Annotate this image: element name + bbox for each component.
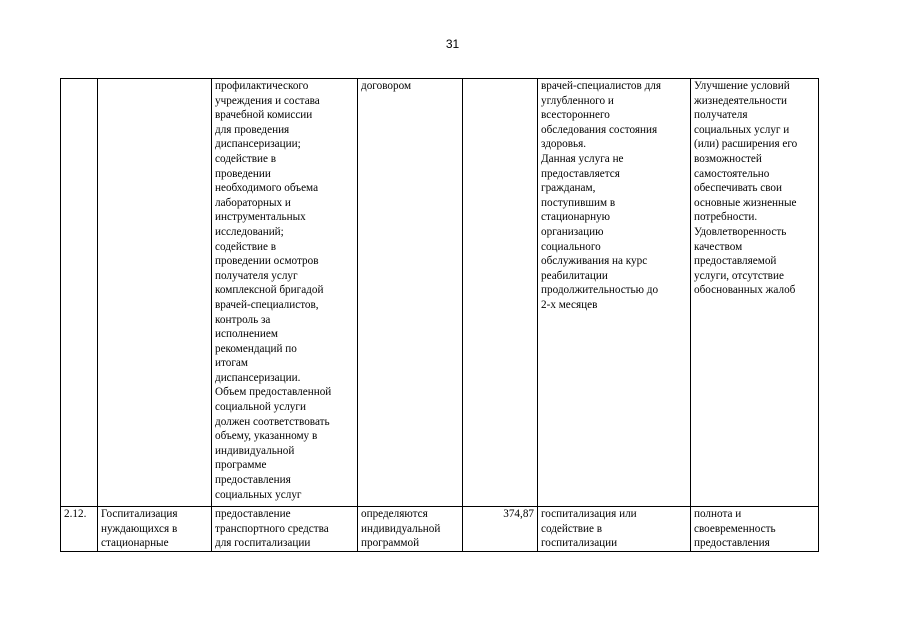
table-row [61, 79, 819, 507]
cell-quality: Улучшение условий жизнедеятельности получателя социальных услуг и (или) расширения его возможностей самостоятельно обеспечивать свои основные жизненные потребности. Удовлетворенность качеством предоставляемой услуги, отсутствие обоснованных жалоб [691, 79, 819, 507]
services-table [60, 78, 819, 552]
cell-number [61, 79, 98, 507]
cell-description: профилактического учреждения и состава врачебной комиссии для проведения диспансеризации; содействие в проведении необходимого объема лабораторных и инструментальных исследований; содействие в проведении осмотров получателя услуг комплексной бригадой врачей-специалистов, контроль за исполнением рекомендаций по итогам диспансеризации. Объем предоставленной социальной услуги должен соответствовать объему, указанному в индивидуальной программе предоставления социальных услуг [212, 79, 358, 507]
cell-tariff [463, 79, 538, 507]
cell-conditions: врачей-специалистов для углубленного и всестороннего обследования состояния здоровья. Данная услуга не предоставляется гражданам, поступившим в стационарную организацию социального обслуживания на курс реабилитации продолжительностью до 2-х месяцев [538, 79, 691, 507]
cell-service-name: Госпитализация нуждающихся в стационарные [98, 507, 212, 552]
cell-description: предоставление транспортного средства для госпитализации [212, 507, 358, 552]
table-row [61, 507, 819, 552]
cell-tariff: 374,87 [463, 507, 538, 552]
cell-conditions: госпитализация или содействие в госпитализации [538, 507, 691, 552]
cell-quality: полнота и своевременность предоставления [691, 507, 819, 552]
cell-service-name [98, 79, 212, 507]
cell-terms: договором [358, 79, 463, 507]
cell-number: 2.12. [61, 507, 98, 552]
cell-terms: определяются индивидуальной программой [358, 507, 463, 552]
page-number: 31 [445, 37, 460, 51]
